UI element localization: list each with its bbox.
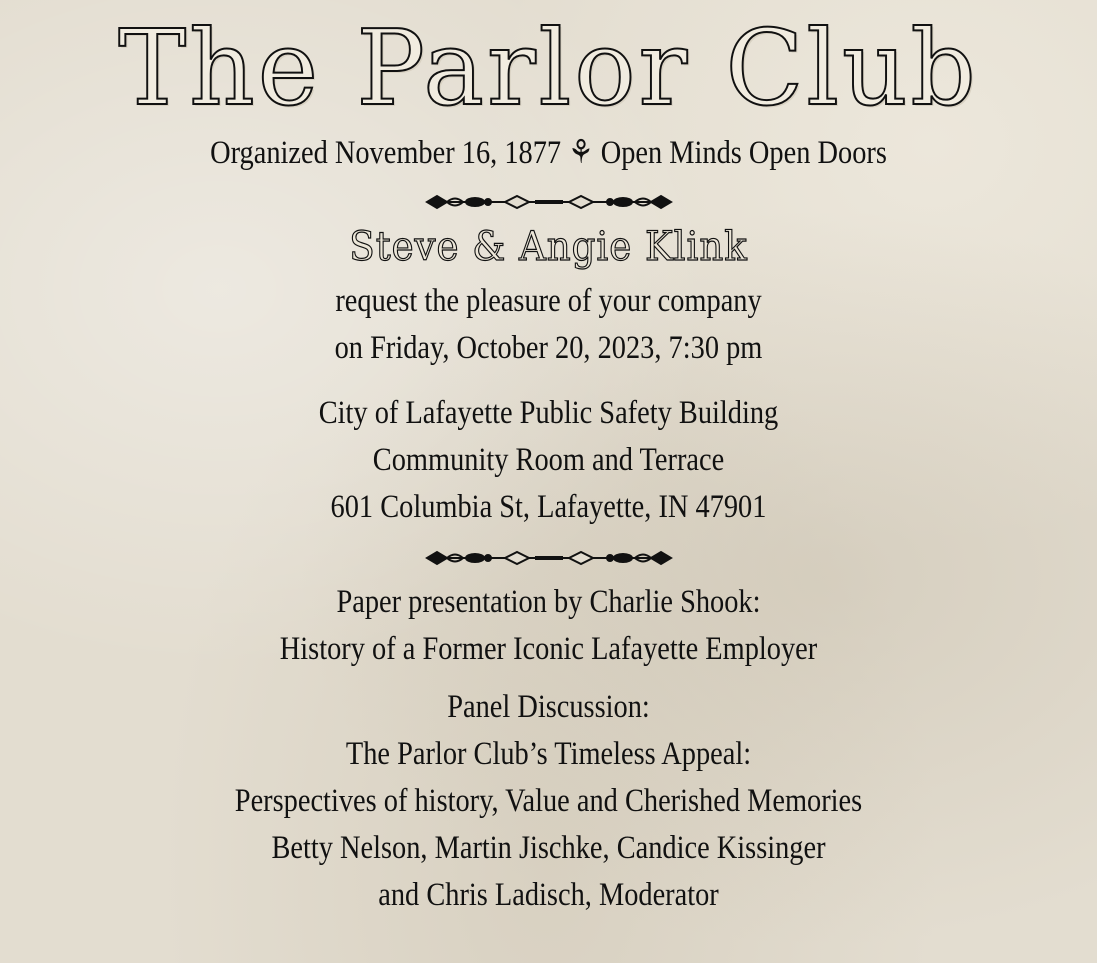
presentation-line-2: History of a Former Iconic Lafayette Employer — [279, 631, 818, 667]
request-line: request the pleasure of your company — [335, 283, 762, 319]
panel-heading: Panel Discussion: — [447, 689, 650, 725]
tagline-organized: Organized November 16, 1877 — [210, 135, 562, 171]
fleur-ornament-icon: ⚘ — [568, 135, 594, 171]
club-tagline — [77, 133, 1020, 173]
presentation-line-1: Paper presentation by Charlie Shook: — [336, 584, 761, 620]
panel-panelists: Betty Nelson, Martin Jischke, Candice Kissinger — [271, 830, 826, 866]
hosts-names: Steve & Angie Klink — [349, 224, 748, 270]
venue-room: Community Room and Terrace — [372, 442, 725, 478]
club-title: The Parlor Club — [118, 7, 979, 129]
divider-flourish-top — [425, 191, 673, 213]
venue-address: 601 Columbia St, Lafayette, IN 47901 — [330, 489, 767, 525]
date-line: on Friday, October 20, 2023, 7:30 pm — [334, 330, 763, 366]
panel-subtitle: Perspectives of history, Value and Cherished Memories — [234, 783, 863, 819]
divider-flourish-bottom — [425, 547, 673, 569]
divider-ornament-icon — [425, 191, 673, 213]
panel-moderator: and Chris Ladisch, Moderator — [378, 877, 719, 913]
venue-name: City of Lafayette Public Safety Building — [318, 395, 779, 431]
panel-title: The Parlor Club’s Timeless Appeal: — [345, 736, 752, 772]
divider-ornament-icon — [425, 547, 673, 569]
tagline-motto: Open Minds Open Doors — [600, 135, 887, 171]
